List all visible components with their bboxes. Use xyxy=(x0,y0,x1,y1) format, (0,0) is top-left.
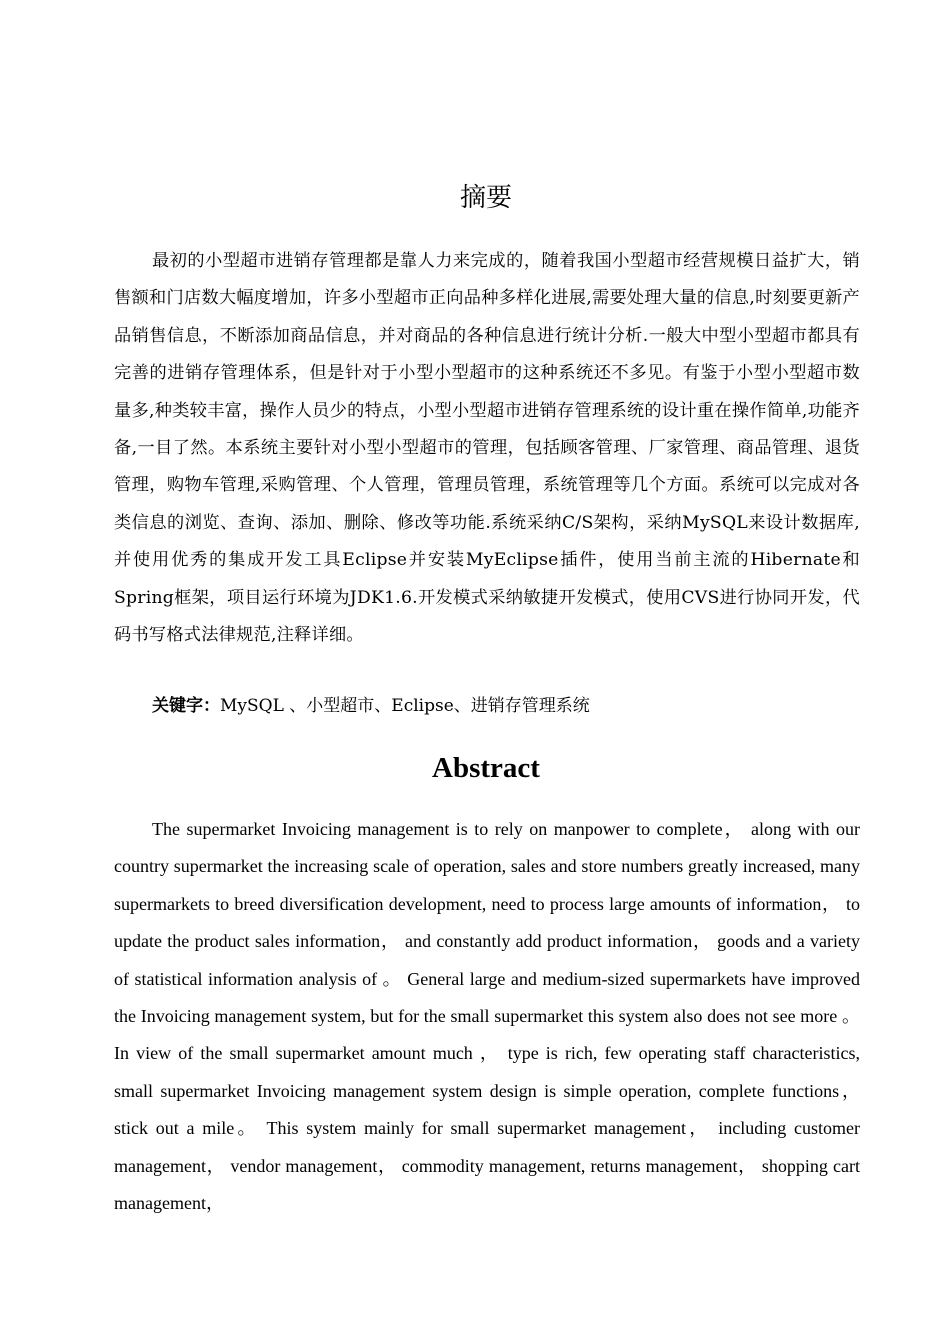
chinese-abstract-body: 最初的小型超市进销存管理都是靠人力来完成的，随着我国小型超市经营规模日益扩大，销售额和门店数大幅度增加，许多小型超市正向品种多样化进展,需要处理大量的信息,时刻要更新产品销售信息，不断添加商品信息，并对商品的各种信息进行统计分析.一般大中型小型超市都具有完善的进销存管理体系，但是针对于小型小型超市的这种系统还不多见。有鉴于小型小型超市数量多,种类较丰富，操作人员少的特点，小型小型超市进销存管理系统的设计重在操作简单,功能齐备,一目了然。本系统主要针对小型小型超市的管理，包括顾客管理、厂家管理、商品管理、退货管理，购物车管理,采购管理、个人管理，管理员管理，系统管理等几个方面。系统可以完成对各类信息的浏览、查询、添加、删除、修改等功能.系统采纳C/S架构，采纳MySQL来设计数据库,并使用优秀的集成开发工具Eclipse并安装MyEclipse插件，使用当前主流的Hibernate和Spring框架，项目运行环境为JDK1.6.开发模式采纳敏捷开发模式，使用CVS进行协同开发，代码书写格式法律规范,注释详细。 xyxy=(114,251,860,646)
english-abstract-body: The supermarket Invoicing management is to rely on manpower to complete， along with our country supermarket the increasing scale of operation, sales and store numbers greatly increased, many supermarkets to breed diversification development, need to process large amounts of information， to update the product sales information， and constantly add product information， goods and a variety of statistical information analysis of 。 General large and medium-sized supermarkets have improved the Invoicing management system, but for the small supermarket this system also does not see more 。 In view of the small supermarket amount much ， type is rich, few operating staff characteristics, small supermarket Invoicing management system design is simple operation, complete functions， stick out a mile。 This system mainly for small supermarket management， including customer management， vendor management， commodity management, returns management， shopping cart management， xyxy=(114,819,860,1214)
keywords-label: 关键字： xyxy=(152,696,220,716)
english-abstract-title: Abstract xyxy=(432,752,540,784)
keywords-value: MySQL 、小型超市、Eclipse、进销存管理系统 xyxy=(220,696,590,716)
chinese-abstract-title: 摘要 xyxy=(459,183,512,213)
chinese-keywords-line xyxy=(152,688,860,725)
